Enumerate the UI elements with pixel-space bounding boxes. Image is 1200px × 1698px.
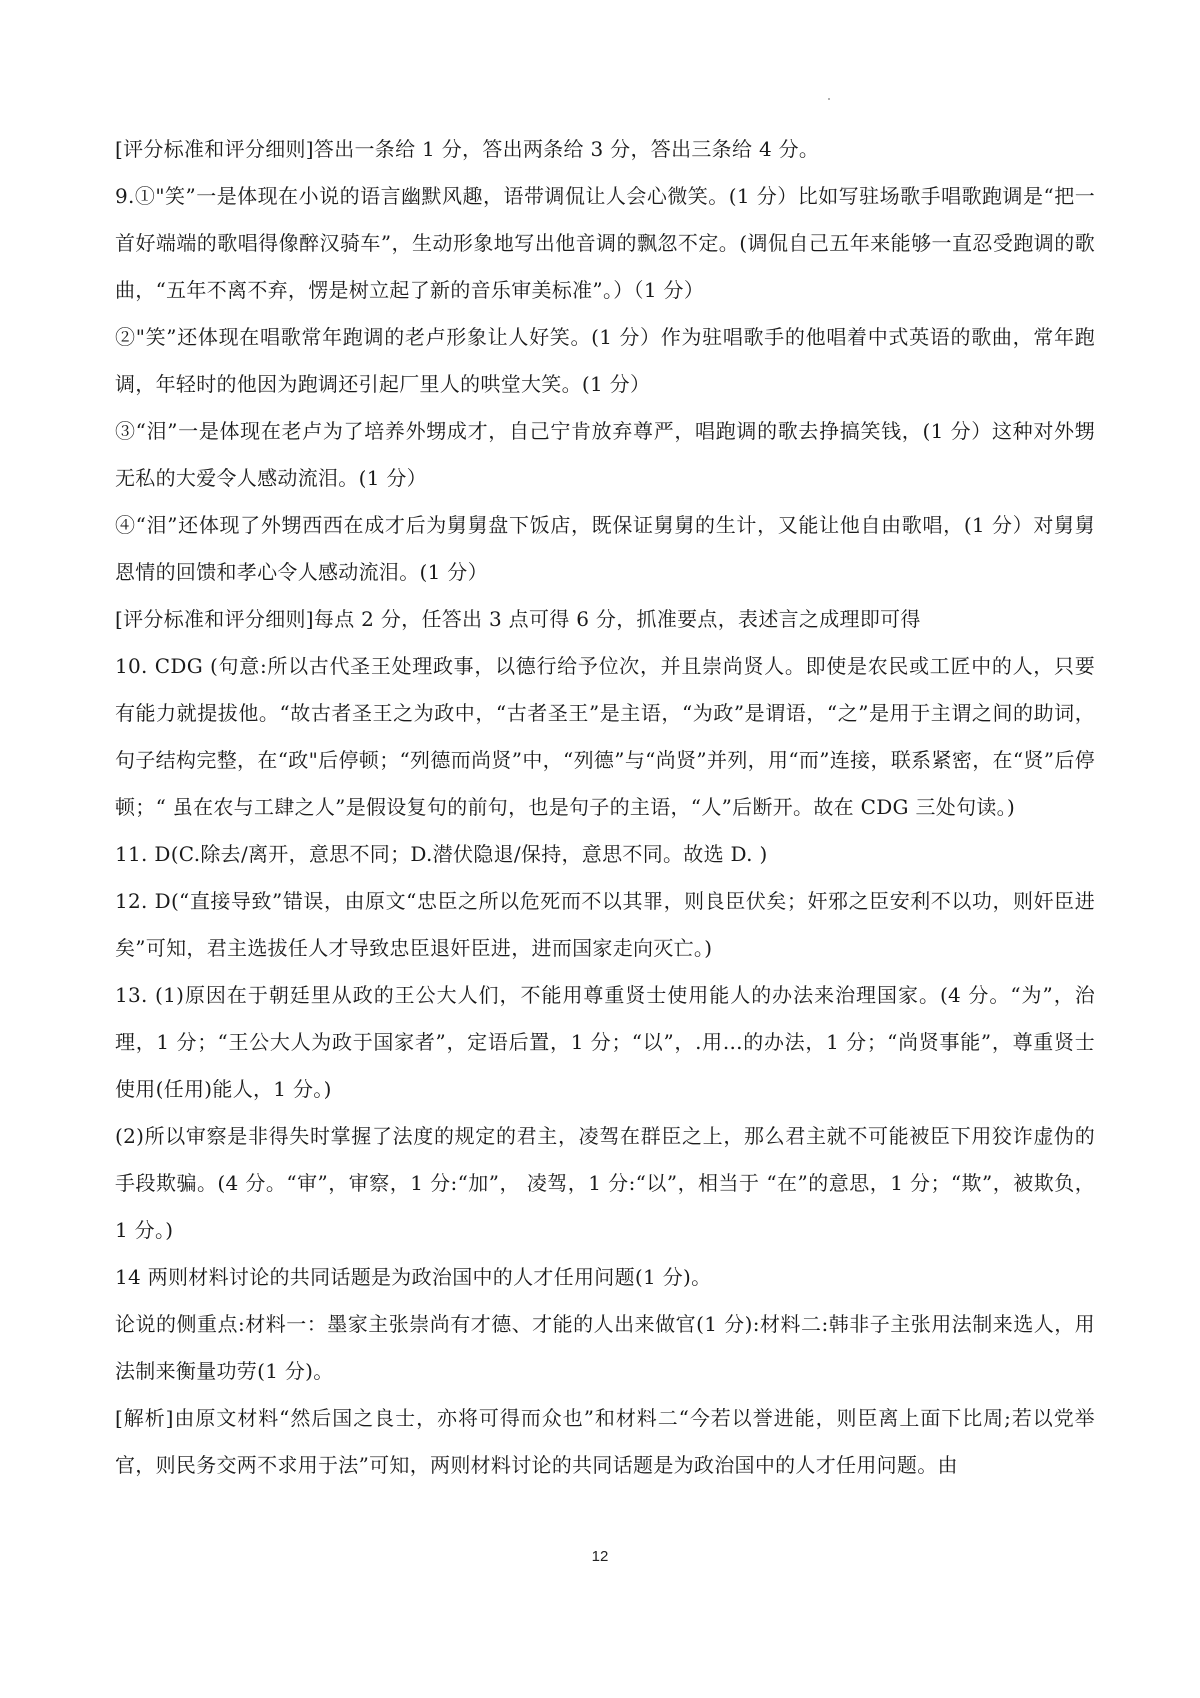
answer-13-part-1: 13. (1)原因在于朝廷里从政的王公大人们，不能用尊重贤士使用能人的办法来治理国家。(4 分。“为”，治理，1 分；“王公大人为政于国家者”，定语后置，1 分；“以”，.用...的办法，1 分；“尚贤事能”，尊重贤士使用(任用)能人，1 分。)	[115, 983, 1095, 1101]
answer-9-point-3: ③“泪”一是体现在老卢为了培养外甥成才，自己宁肯放弃尊严，唱跑调的歌去挣搞笑钱，(1 分）这种对外甥无私的大爱令人感动流泪。(1 分）	[115, 419, 1095, 490]
answer-11: 11. D(C.除去/离开，意思不同；D.潜伏隐退/保持，意思不同。故选 D. )	[115, 842, 768, 866]
answer-13-part-2: (2)所以审察是非得失时掌握了法度的规定的君主，凌驾在群臣之上，那么君主就不可能被臣下用狡诈虚伪的手段欺骗。(4 分。“审”，审察，1 分:“加”， 凌驾，1 分:“以”，相当于 “在”的意思，1 分；“欺”，被欺负，1 分。)	[115, 1124, 1095, 1242]
scan-mark	[828, 98, 830, 100]
answer-14-analysis: [解析]由原文材料“然后国之良士，亦将可得而众也”和材料二“今若以誉进能，则臣离上面下比周;若以党举官，则民务交两不求用于法”可知，两则材料讨论的共同话题是为政治国中的人才任用问题。由	[115, 1406, 1095, 1477]
answer-9-point-1: 9.①"笑”一是体现在小说的语言幽默风趣，语带调侃让人会心微笑。(1 分）比如写驻场歌手唱歌跑调是“把一首好端端的歌唱得像醉汉骑车”，生动形象地写出他音调的飘忽不定。(调侃自己五年来能够一直忍受跑调的歌曲，“五年不离不弃，愣是树立起了新的音乐审美标准”。）（1 分）	[115, 184, 1095, 302]
answer-12: 12. D(“直接导致”错误，由原文“忠臣之所以危死而不以其罪，则良臣伏矣；奸邪之臣安利不以功，则奸臣进矣”可知，君主选拔任人才导致忠臣退奸臣进，进而国家走向灭亡。)	[115, 889, 1095, 960]
scoring-note-9: [评分标准和评分细则]每点 2 分，任答出 3 点可得 6 分，抓准要点，表述言之成理即可得	[115, 607, 921, 631]
document-body	[115, 126, 1095, 1489]
answer-14-focus: 论说的侧重点:材料一：墨家主张崇尚有才德、才能的人出来做官(1 分):材料二:韩非子主张用法制来选人，用法制来衡量功劳(1 分)。	[115, 1312, 1095, 1383]
answer-10: 10. CDG (句意:所以古代圣王处理政事，以德行给予位次，并且崇尚贤人。即使是农民或工匠中的人，只要有能力就提拔他。“故古者圣王之为政中，“古者圣王”是主语，“为政”是谓语，“之”是用于主谓之间的助词，句子结构完整，在“政"后停顿；“列德而尚贤”中，“列德”与“尚贤”并列，用“而”连接，联系紧密，在“贤”后停顿；“ 虽在农与工肆之人”是假设复句的前句，也是句子的主语，“人”后断开。故在 CDG 三处句读。)	[115, 654, 1095, 819]
scoring-note-8: [评分标准和评分细则]答出一条给 1 分，答出两条给 3 分，答出三条给 4 分。	[115, 137, 820, 161]
page-number: 12	[591, 1548, 609, 1565]
answer-9-point-2: ②"笑”还体现在唱歌常年跑调的老卢形象让人好笑。(1 分）作为驻唱歌手的他唱着中式英语的歌曲，常年跑调，年轻时的他因为跑调还引起厂里人的哄堂大笑。(1 分）	[115, 325, 1095, 396]
answer-9-point-4: ④“泪”还体现了外甥西西在成才后为舅舅盘下饭店，既保证舅舅的生计，又能让他自由歌唱，(1 分）对舅舅恩情的回馈和孝心令人感动流泪。(1 分）	[115, 513, 1095, 584]
answer-14: 14 两则材料讨论的共同话题是为政治国中的人才任用问题(1 分)。	[115, 1265, 712, 1289]
